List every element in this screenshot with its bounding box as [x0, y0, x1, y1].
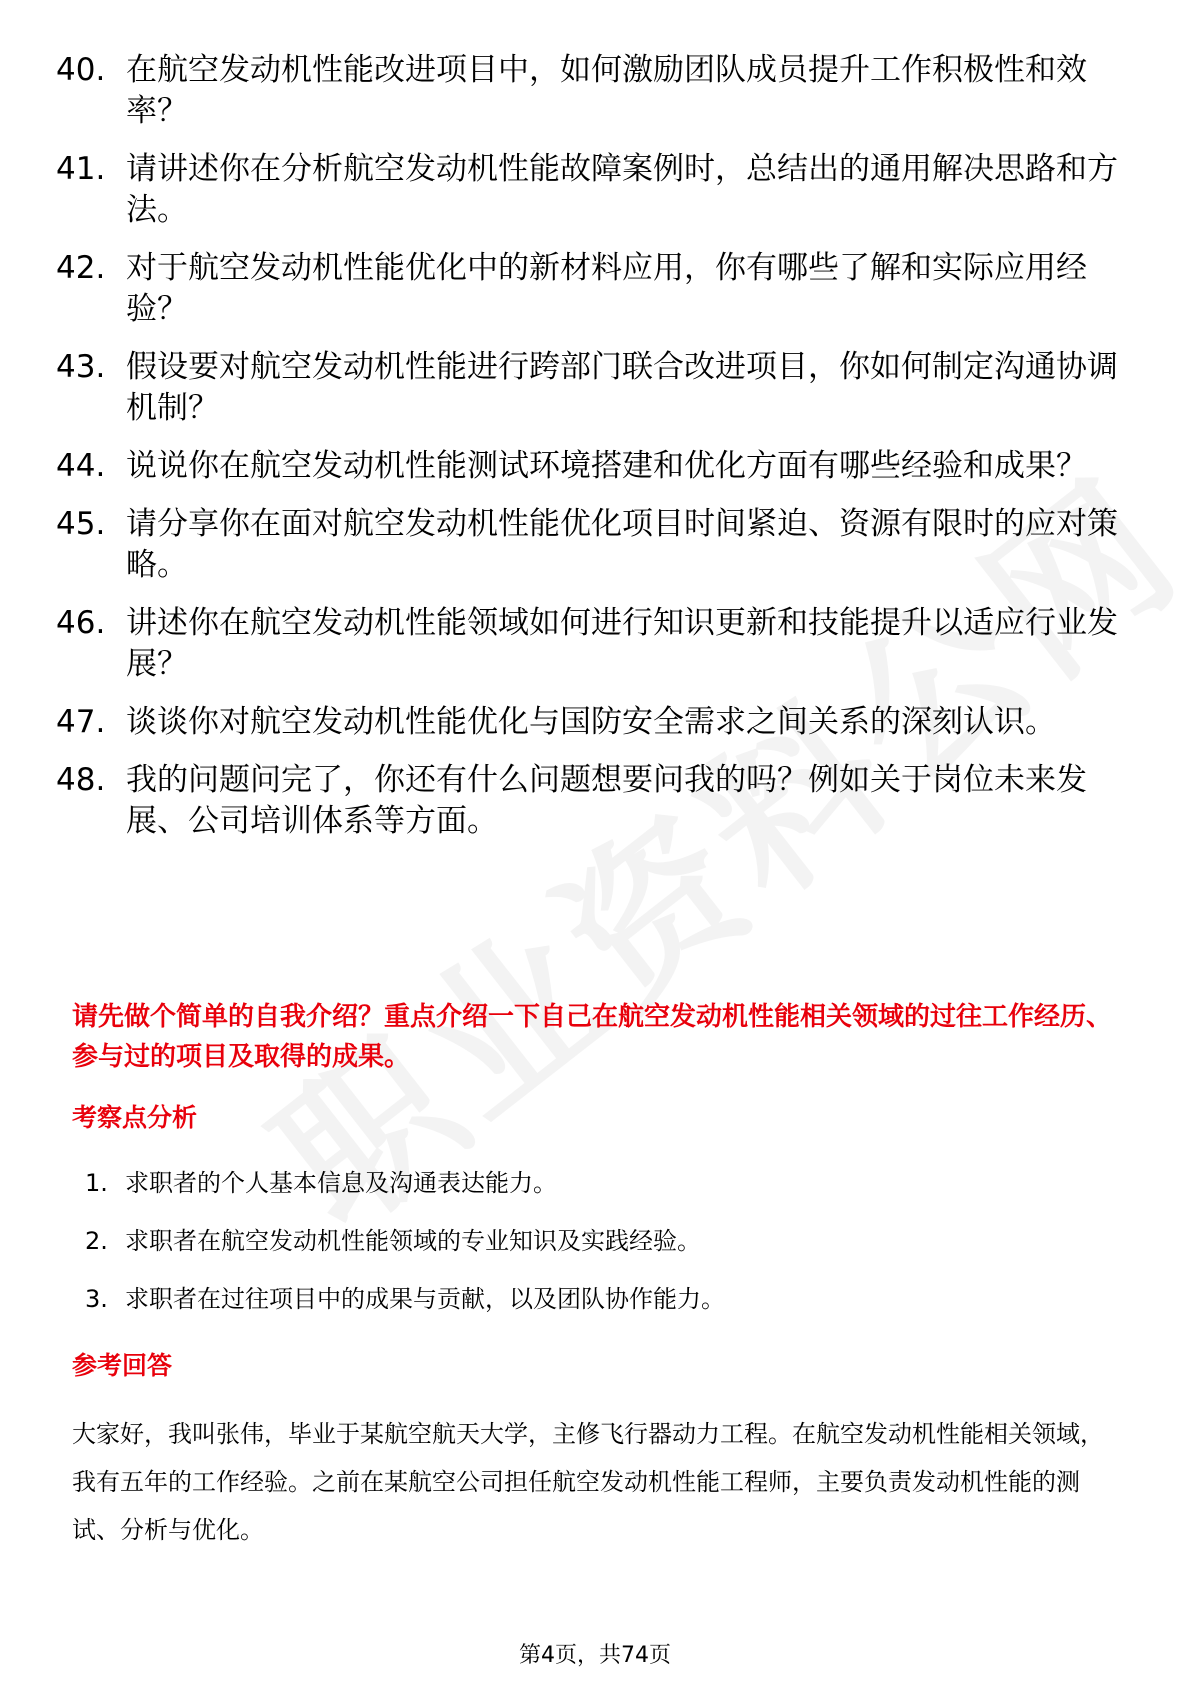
analysis-item	[85, 1284, 1085, 1314]
question-item	[56, 347, 1136, 429]
question-item	[56, 504, 1136, 586]
question-item	[56, 149, 1136, 231]
featured-question-heading: 请先做个简单的自我介绍？重点介绍一下自己在航空发动机性能相关领域的过往工作经历、参与过的项目及取得的成果。	[72, 1002, 1113, 1072]
question-text: 我的问题问完了，你还有什么问题想要问我的吗？例如关于岗位未来发展、公司培训体系等方面。	[126, 762, 1087, 839]
answer-paragraph: 大家好，我叫张伟，毕业于某航空航天大学，主修飞行器动力工程。在航空发动机性能相关领域，我有五年的工作经验。之前在某航空公司担任航空发动机性能工程师，主要负责发动机性能的测试、分析与优化。	[72, 1420, 1104, 1544]
analysis-item	[85, 1226, 1085, 1256]
question-item	[56, 760, 1136, 842]
question-item	[56, 50, 1136, 132]
question-text: 请讲述你在分析航空发动机性能故障案例时，总结出的通用解决思路和方法。	[126, 151, 1118, 228]
analysis-text: 求职者在航空发动机性能领域的专业知识及实践经验。	[125, 1227, 701, 1255]
question-number: 43.	[56, 349, 106, 385]
analysis-number: 2.	[85, 1227, 108, 1255]
question-number: 47.	[56, 704, 106, 740]
analysis-heading: 考察点分析	[72, 1103, 198, 1132]
question-item	[56, 603, 1136, 685]
question-number: 41.	[56, 151, 106, 187]
answer-heading: 参考回答	[72, 1351, 173, 1380]
question-text: 讲述你在航空发动机性能领域如何进行知识更新和技能提升以适应行业发展？	[126, 605, 1118, 682]
question-number: 42.	[56, 250, 106, 286]
analysis-text: 求职者在过往项目中的成果与贡献，以及团队协作能力。	[125, 1285, 725, 1313]
question-text: 假设要对航空发动机性能进行跨部门联合改进项目，你如何制定沟通协调机制？	[126, 349, 1118, 426]
question-list	[56, 50, 1136, 859]
question-text: 在航空发动机性能改进项目中，如何激励团队成员提升工作积极性和效率？	[126, 52, 1087, 129]
question-item	[56, 702, 1136, 743]
question-number: 40.	[56, 52, 106, 88]
question-text: 对于航空发动机性能优化中的新材料应用，你有哪些了解和实际应用经验？	[126, 250, 1087, 327]
question-number: 46.	[56, 605, 106, 641]
analysis-number: 1.	[85, 1169, 108, 1197]
analysis-list	[85, 1168, 1085, 1342]
question-text: 请分享你在面对航空发动机性能优化项目时间紧迫、资源有限时的应对策略。	[126, 506, 1118, 583]
question-text: 谈谈你对航空发动机性能优化与国防安全需求之间关系的深刻认识。	[126, 704, 1056, 740]
analysis-number: 3.	[85, 1285, 108, 1313]
page-number: 第4页，共74页	[519, 1643, 671, 1668]
question-number: 44.	[56, 448, 106, 484]
question-number: 48.	[56, 762, 106, 798]
analysis-item	[85, 1168, 1085, 1198]
question-text: 说说你在航空发动机性能测试环境搭建和优化方面有哪些经验和成果？	[126, 448, 1087, 484]
analysis-text: 求职者的个人基本信息及沟通表达能力。	[125, 1169, 557, 1197]
question-number: 45.	[56, 506, 106, 542]
question-item	[56, 446, 1136, 487]
question-item	[56, 248, 1136, 330]
